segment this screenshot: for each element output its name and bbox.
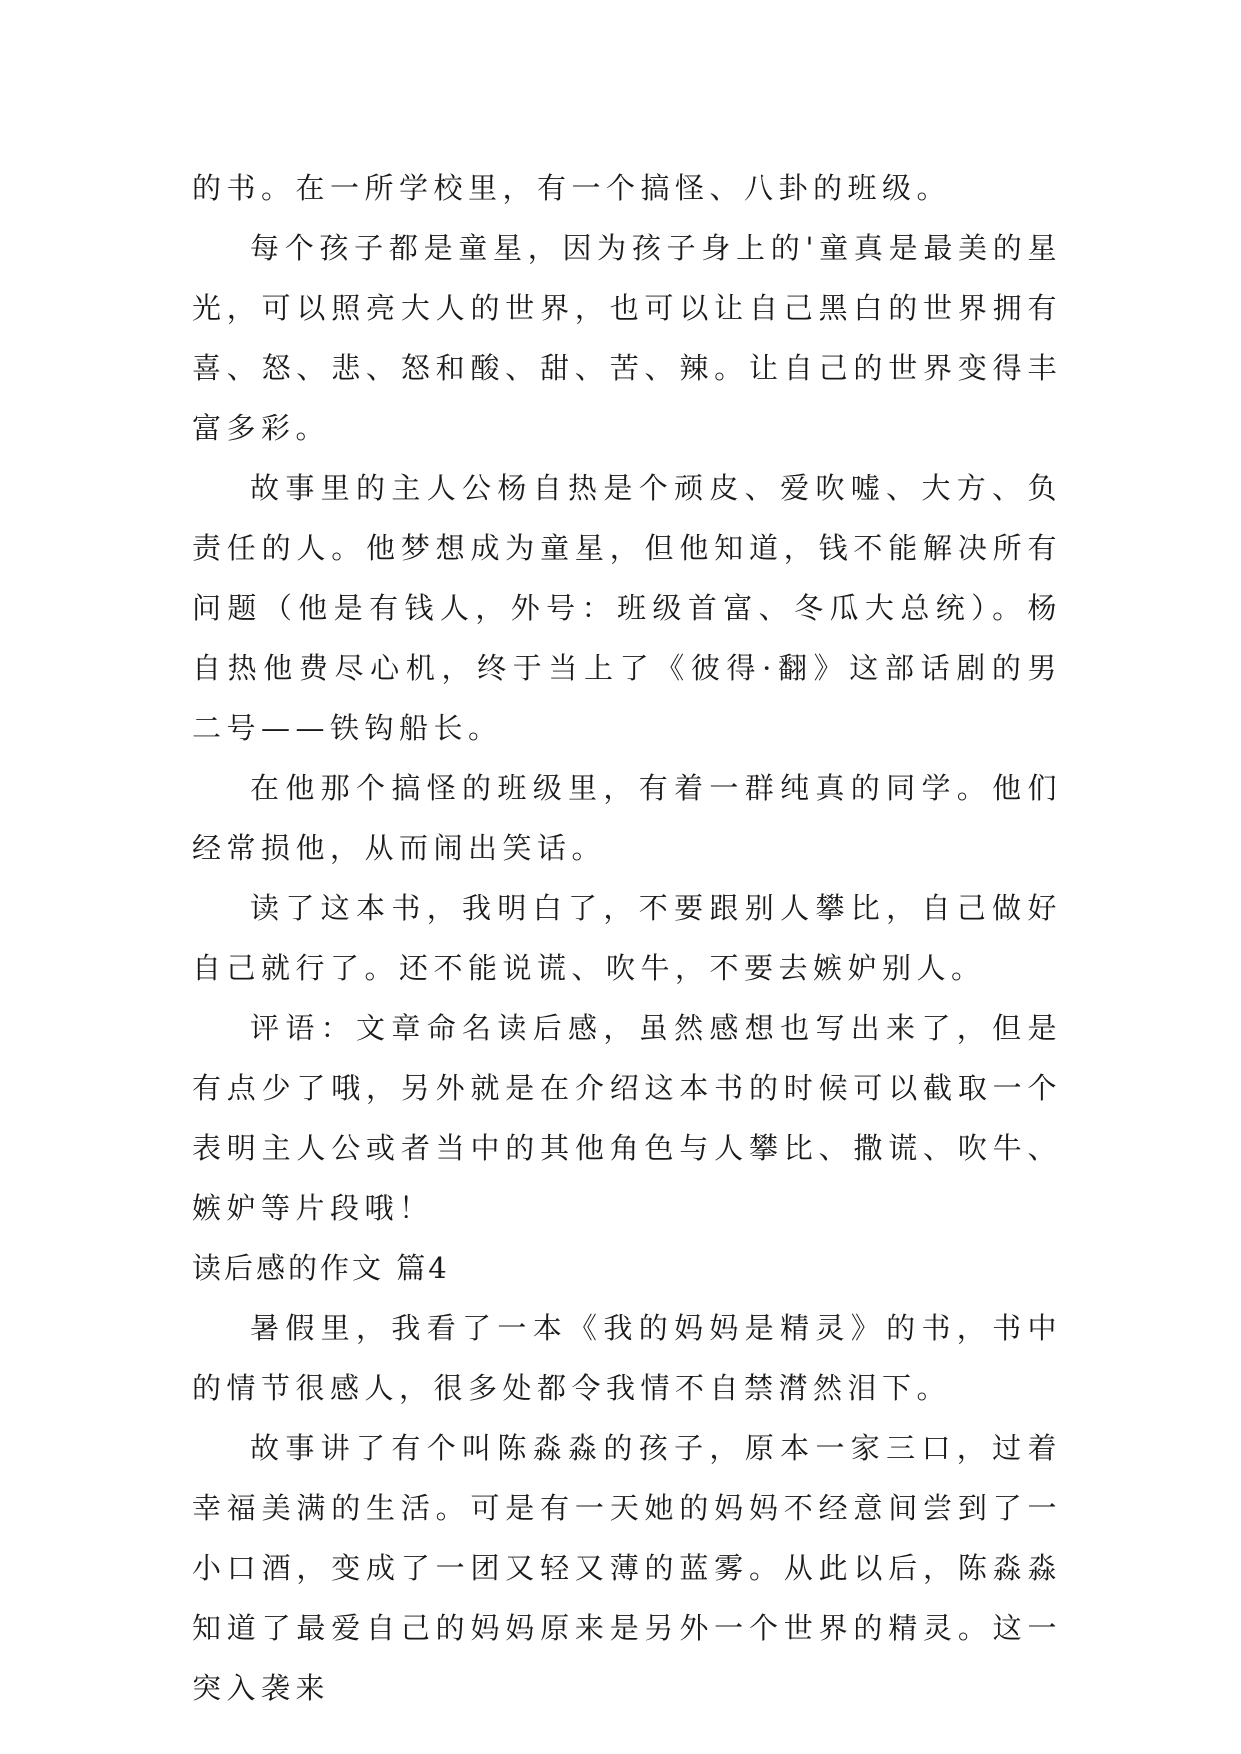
paragraph-5: 读了这本书，我明白了，不要跟别人攀比，自己做好自己就行了。还不能说谎、吹牛，不要去嫉妒别人。 <box>192 891 1062 985</box>
paragraph-3: 故事里的主人公杨自热是个顽皮、爱吹嘘、大方、负责任的人。他梦想成为童星，但他知道，钱不能解决所有问题（他是有钱人，外号：班级首富、冬瓜大总统）。杨自热他费尽心机，终于当上了《彼得·翻》这部话剧的男二号——铁钩船长。 <box>192 471 1062 745</box>
paragraph-4: 在他那个搞怪的班级里，有着一群纯真的同学。他们经常损他，从而闹出笑话。 <box>192 771 1062 865</box>
document-page <box>192 158 1062 1718</box>
paragraph-1: 的书。在一所学校里，有一个搞怪、八卦的班级。 <box>192 171 952 205</box>
paragraph-6: 评语：文章命名读后感，虽然感想也写出来了，但是有点少了哦，另外就是在介绍这本书的时候可以截取一个表明主人公或者当中的其他角色与人攀比、撒谎、吹牛、嫉妒等片段哦！ <box>192 1011 1062 1225</box>
paragraph-7: 暑假里，我看了一本《我的妈妈是精灵》的书，书中的情节很感人，很多处都令我情不自禁潸然泪下。 <box>192 1311 1062 1405</box>
section-heading: 读后感的作文 篇4 <box>192 1251 450 1285</box>
paragraph-8: 故事讲了有个叫陈淼淼的孩子，原本一家三口，过着幸福美满的生活。可是有一天她的妈妈不经意间尝到了一小口酒，变成了一团又轻又薄的蓝雾。从此以后，陈淼淼知道了最爱自己的妈妈原来是另外一个世界的精灵。这一突入袭来 <box>192 1431 1062 1705</box>
paragraph-2: 每个孩子都是童星，因为孩子身上的'童真是最美的星光，可以照亮大人的世界，也可以让自己黑白的世界拥有喜、怒、悲、怒和酸、甜、苦、辣。让自己的世界变得丰富多彩。 <box>192 231 1062 445</box>
